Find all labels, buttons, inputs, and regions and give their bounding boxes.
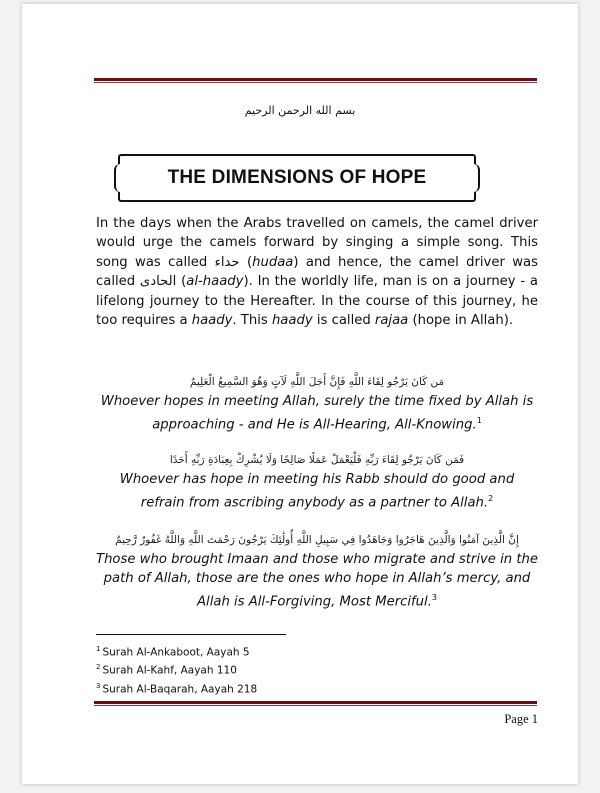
footnote-ref: 1 <box>476 416 482 426</box>
intro-text: ( <box>176 274 187 290</box>
footer-rule <box>94 701 537 706</box>
translation-text: Those who brought Imaan and those who migrate and strive in the path of Allah, those are the ones who hope in Allah’s mercy, and Allah is All-Forgiving, Most Merciful. <box>96 552 538 610</box>
footnote-separator <box>96 634 286 635</box>
arabic-word-hudaa: حداء <box>214 254 240 270</box>
intro-text: In the days when the Arabs travelled on camels, the camel driver would urge the camels forward by singing a simple song. This song was called <box>96 216 538 270</box>
footnote-number: 1 <box>96 645 101 653</box>
term-haady: haady <box>271 313 313 329</box>
footnote-text: Surah Al-Kahf, Aayah 110 <box>102 664 237 677</box>
footnote-ref: 2 <box>488 494 494 504</box>
intro-paragraph <box>96 214 538 330</box>
verse-block <box>96 454 538 513</box>
intro-text: (hope in Allah). <box>408 313 514 329</box>
intro-text: is called <box>312 313 375 329</box>
arabic-verse: إِنَّ الَّذِينَ آمَنُوا وَالَّذِينَ هَاجَرُوا وَجَاهَدُوا فِي سَبِيلِ اللَّهِ أُولَٰئِكَ يَرْجُونَ رَحْمَتَ اللَّهِ وَاللَّهُ غَفُورٌ رَّحِيمٌ <box>115 534 519 546</box>
footnote-item <box>96 642 257 660</box>
page-title: THE DIMENSIONS OF HOPE <box>167 167 427 188</box>
intro-text: . This <box>232 313 272 329</box>
footnote-item <box>96 660 257 678</box>
verse-block <box>96 534 538 612</box>
bismillah-heading: بسم الله الرحمن الرحيم <box>244 104 356 117</box>
footnote-number: 3 <box>96 681 101 690</box>
footnote-text: Surah Al-Ankaboot, Aayah 5 <box>102 646 250 659</box>
intro-text: ) and hence, the camel driver was called <box>96 254 538 290</box>
translation-text: Whoever hopes in meeting Allah, surely the time fixed by Allah is approaching - and He is All-Hearing, All-Knowing. <box>100 394 534 433</box>
verse-translation <box>96 550 538 612</box>
intro-text: ( <box>239 254 253 270</box>
translation-text: Whoever has hope in meeting his Rabb should do good and refrain from ascribing anybody as a partner to Allah. <box>119 472 515 511</box>
header-rule <box>94 78 537 83</box>
footnote-number: 2 <box>96 663 101 672</box>
arabic-verse: مَن كَانَ يَرْجُو لِقَاءَ اللَّهِ فَإِنَّ أَجَلَ اللَّهِ لَآتٍ وَهُوَ السَّمِيعُ الْعَلِيمُ <box>189 376 445 388</box>
term-rajaa: rajaa <box>374 313 409 329</box>
verse-block <box>96 376 538 435</box>
verse-translation <box>96 470 538 513</box>
footnote-ref: 3 <box>431 593 437 603</box>
term-haady: haady <box>191 313 233 329</box>
footnote-text: Surah Al-Baqarah, Aayah 218 <box>102 683 258 696</box>
intro-text: ). In the worldly life, man is on a journey - a lifelong journey to the Hereafter. In the course of this journey, he too requires a <box>96 274 538 329</box>
footnotes <box>96 642 257 697</box>
verse-translation <box>96 392 538 435</box>
document-page <box>22 4 578 784</box>
arabic-verse: فَمَن كَانَ يَرْجُو لِقَاءَ رَبِّهِ فَلْيَعْمَلْ عَمَلًا صَالِحًا وَلَا يُشْرِكْ بِعِبَادَةِ رَبِّهِ أَحَدًا <box>169 454 465 466</box>
term-al-haady: al-haady <box>186 274 244 290</box>
page-number: Page 1 <box>504 712 538 726</box>
term-hudaa: hudaa <box>252 254 294 270</box>
title-frame <box>118 154 476 202</box>
footnote-item <box>96 679 257 697</box>
arabic-word-haady: الحادى <box>139 274 177 290</box>
